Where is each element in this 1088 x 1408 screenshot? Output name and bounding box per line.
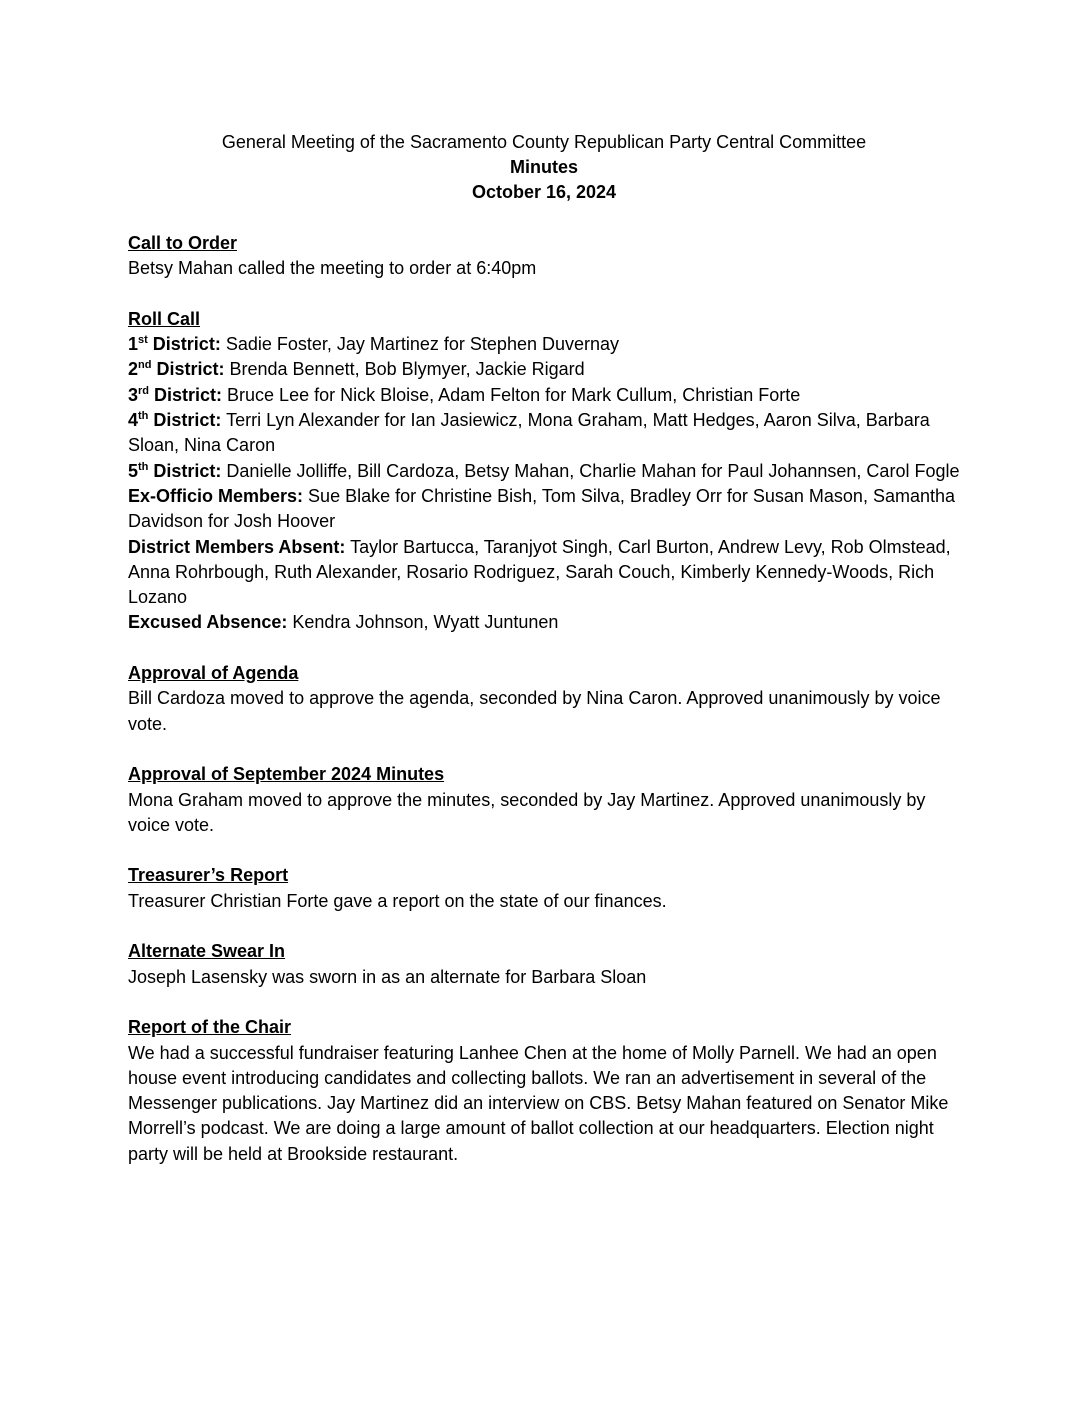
roll-call-label xyxy=(128,385,222,405)
roll-call-label xyxy=(128,334,221,354)
roll-call-label xyxy=(128,359,224,379)
district-label: District: xyxy=(151,359,225,380)
approval-of-minutes-section xyxy=(128,762,960,838)
roll-call-label xyxy=(128,461,221,481)
call-to-order-text: Betsy Mahan called the meeting to order at 6:40pm xyxy=(128,258,537,279)
document-body xyxy=(128,231,960,1192)
alternate-swear-in-section xyxy=(128,939,960,990)
ordinal-suffix: st xyxy=(138,334,148,347)
report-of-the-chair-text: We had a successful fundraiser featuring Lanhee Chen at the home of Molly Parnell. We had an open house event introducing candidates and collecting ballots. We ran an advertisement in several of the Messenger publications. Jay Martinez did an interview on CBS. Betsy Mahan featured on Senator Mike Morrell’s podcast. We are doing a large amount of ballot collection at our headquarters. Election night party will be held at Brookside restaurant. xyxy=(128,1042,949,1164)
roll-call-excused-absence xyxy=(128,610,960,635)
approval-of-agenda-heading: Approval of Agenda xyxy=(128,663,299,684)
roll-call-district-3 xyxy=(128,383,960,408)
approval-of-agenda-text: Bill Cardoza moved to approve the agenda, seconded by Nina Caron. Approved unanimously by voice vote. xyxy=(128,688,941,734)
call-to-order-section xyxy=(128,231,960,282)
roll-call-district-5 xyxy=(128,459,960,484)
roll-call-label xyxy=(128,410,221,430)
treasurers-report-section xyxy=(128,863,960,914)
ordinal-suffix: rd xyxy=(138,384,150,397)
roll-call-names: Taylor Bartucca, Taranjyot Singh, Carl Burton, Andrew Levy, Rob Olmstead, Anna Rohrbough, Ruth Alexander, Rosario Rodriguez, Sarah Couch, Kimberly Kennedy-Woods, Rich Lozano xyxy=(128,536,951,608)
district-number: 3 xyxy=(128,384,139,405)
roll-call-names: Sue Blake for Christine Bish, Tom Silva, Bradley Orr for Susan Mason, Samantha Davidson for Josh Hoover xyxy=(128,485,956,532)
document-subtitle: Minutes xyxy=(509,157,578,177)
roll-call-district-4 xyxy=(128,408,960,459)
treasurers-report-heading: Treasurer’s Report xyxy=(128,865,289,886)
district-number: 5 xyxy=(128,460,139,481)
roll-call-names: Terri Lyn Alexander for Ian Jasiewicz, Mona Graham, Matt Hedges, Aaron Silva, Barbara Sloan, Nina Caron xyxy=(128,410,930,456)
roll-call-district-1 xyxy=(128,332,960,357)
report-of-the-chair-section xyxy=(128,1015,960,1167)
ordinal-suffix: th xyxy=(138,460,149,473)
district-number: 4 xyxy=(128,410,139,431)
district-label: District: xyxy=(148,410,222,431)
alternate-swear-in-text: Joseph Lasensky was sworn in as an alternate for Barbara Sloan xyxy=(128,966,647,987)
roll-call-names: Kendra Johnson, Wyatt Juntunen xyxy=(287,612,559,633)
roll-call-names: Sadie Foster, Jay Martinez for Stephen Duvernay xyxy=(220,334,620,355)
roll-call-heading: Roll Call xyxy=(128,308,201,329)
roll-call-members-absent xyxy=(128,535,960,611)
document-title: General Meeting of the Sacramento County Republican Party Central Committee xyxy=(221,132,867,152)
roll-call-names: Danielle Jolliffe, Bill Cardoza, Betsy Mahan, Charlie Mahan for Paul Johannsen, Carol Fogle xyxy=(221,460,960,481)
district-label: District: xyxy=(149,384,223,405)
district-number: 1 xyxy=(128,334,139,355)
document-date: October 16, 2024 xyxy=(471,182,617,202)
ordinal-suffix: th xyxy=(138,410,149,423)
call-to-order-heading: Call to Order xyxy=(128,233,238,253)
roll-call-section xyxy=(128,307,960,636)
roll-call-label: Excused Absence: xyxy=(128,612,288,633)
roll-call-names: Brenda Bennett, Bob Blymyer, Jackie Rigard xyxy=(224,359,585,380)
roll-call-names: Bruce Lee for Nick Bloise, Adam Felton for Mark Cullum, Christian Forte xyxy=(222,384,801,405)
district-label: District: xyxy=(147,334,221,355)
approval-of-minutes-text: Mona Graham moved to approve the minutes, seconded by Jay Martinez. Approved unanimously by voice vote. xyxy=(128,789,926,835)
ordinal-suffix: nd xyxy=(138,359,152,372)
report-of-the-chair-heading: Report of the Chair xyxy=(128,1017,292,1038)
treasurers-report-text: Treasurer Christian Forte gave a report on the state of our finances. xyxy=(128,890,667,911)
district-number: 2 xyxy=(128,359,139,380)
approval-of-agenda-section xyxy=(128,661,960,737)
roll-call-label: District Members Absent: xyxy=(128,536,346,557)
alternate-swear-in-heading: Alternate Swear In xyxy=(128,941,286,962)
approval-of-minutes-heading: Approval of September 2024 Minutes xyxy=(128,764,445,785)
roll-call-ex-officio xyxy=(128,484,960,535)
roll-call-district-2 xyxy=(128,357,960,382)
district-label: District: xyxy=(148,460,222,481)
roll-call-label: Ex-Officio Members: xyxy=(128,485,304,506)
document-header xyxy=(128,130,960,205)
